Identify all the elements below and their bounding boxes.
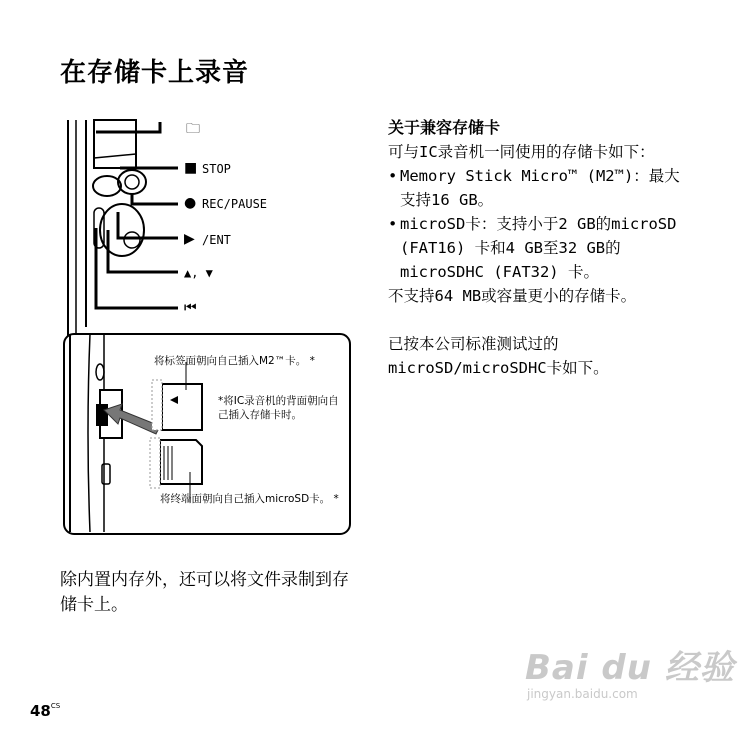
list-item: • microSD卡：支持小于2 GB的microSD (FAT16) 卡和4 GB至32 GB的microSDHC (FAT32) 卡。 xyxy=(388,212,688,284)
compat-note: 不支持64 MB或容量更小的存储卡。 xyxy=(388,287,637,305)
recorder-illustration xyxy=(60,112,360,542)
page-number-value: 48 xyxy=(30,702,51,720)
recorder-diagram xyxy=(60,112,360,542)
watermark-url: jingyan.baidu.com xyxy=(527,687,638,701)
label-stop: STOP xyxy=(202,162,231,176)
caption-note: *将IC录音机的背面朝向自己插入存储卡时。 xyxy=(218,395,339,421)
caption-microsd-insert: 将终端面朝向自己插入microSD卡。 * xyxy=(160,493,339,505)
caption-m2-insert: 将标签面朝向自己插入M2™卡。 * xyxy=(154,355,315,367)
stop-icon: ■ xyxy=(184,160,198,176)
tested-cards: 已按本公司标准测试过的microSD/microSDHC卡如下。 xyxy=(388,335,609,377)
watermark xyxy=(525,640,735,701)
compat-intro: 可与IC录音机一同使用的存储卡如下： xyxy=(388,143,655,161)
page-suffix: CS xyxy=(50,702,61,710)
compat-list xyxy=(388,164,688,284)
label-up-down: ▲, ▼ xyxy=(184,266,213,280)
page-number xyxy=(30,702,60,720)
folder-icon: 🗀 xyxy=(186,121,200,137)
record-icon: ● xyxy=(184,195,197,211)
label-ent: /ENT xyxy=(202,233,231,247)
compat-section xyxy=(388,116,688,380)
page-title: 在存储卡上录音 xyxy=(60,58,250,88)
play-icon: ▶ xyxy=(184,231,195,247)
label-rec-pause: REC/PAUSE xyxy=(202,197,268,211)
watermark-brand: Bai du 经验 xyxy=(525,648,735,688)
list-item: • Memory Stick Micro™ (M2™)：最大支持16 GB。 xyxy=(388,164,688,212)
intro-paragraph: 除内置内存外，还可以将文件录制到存储卡上。 xyxy=(60,570,349,615)
compat-heading: 关于兼容存储卡 xyxy=(388,118,501,137)
rewind-icon: ⏮ xyxy=(184,300,197,316)
